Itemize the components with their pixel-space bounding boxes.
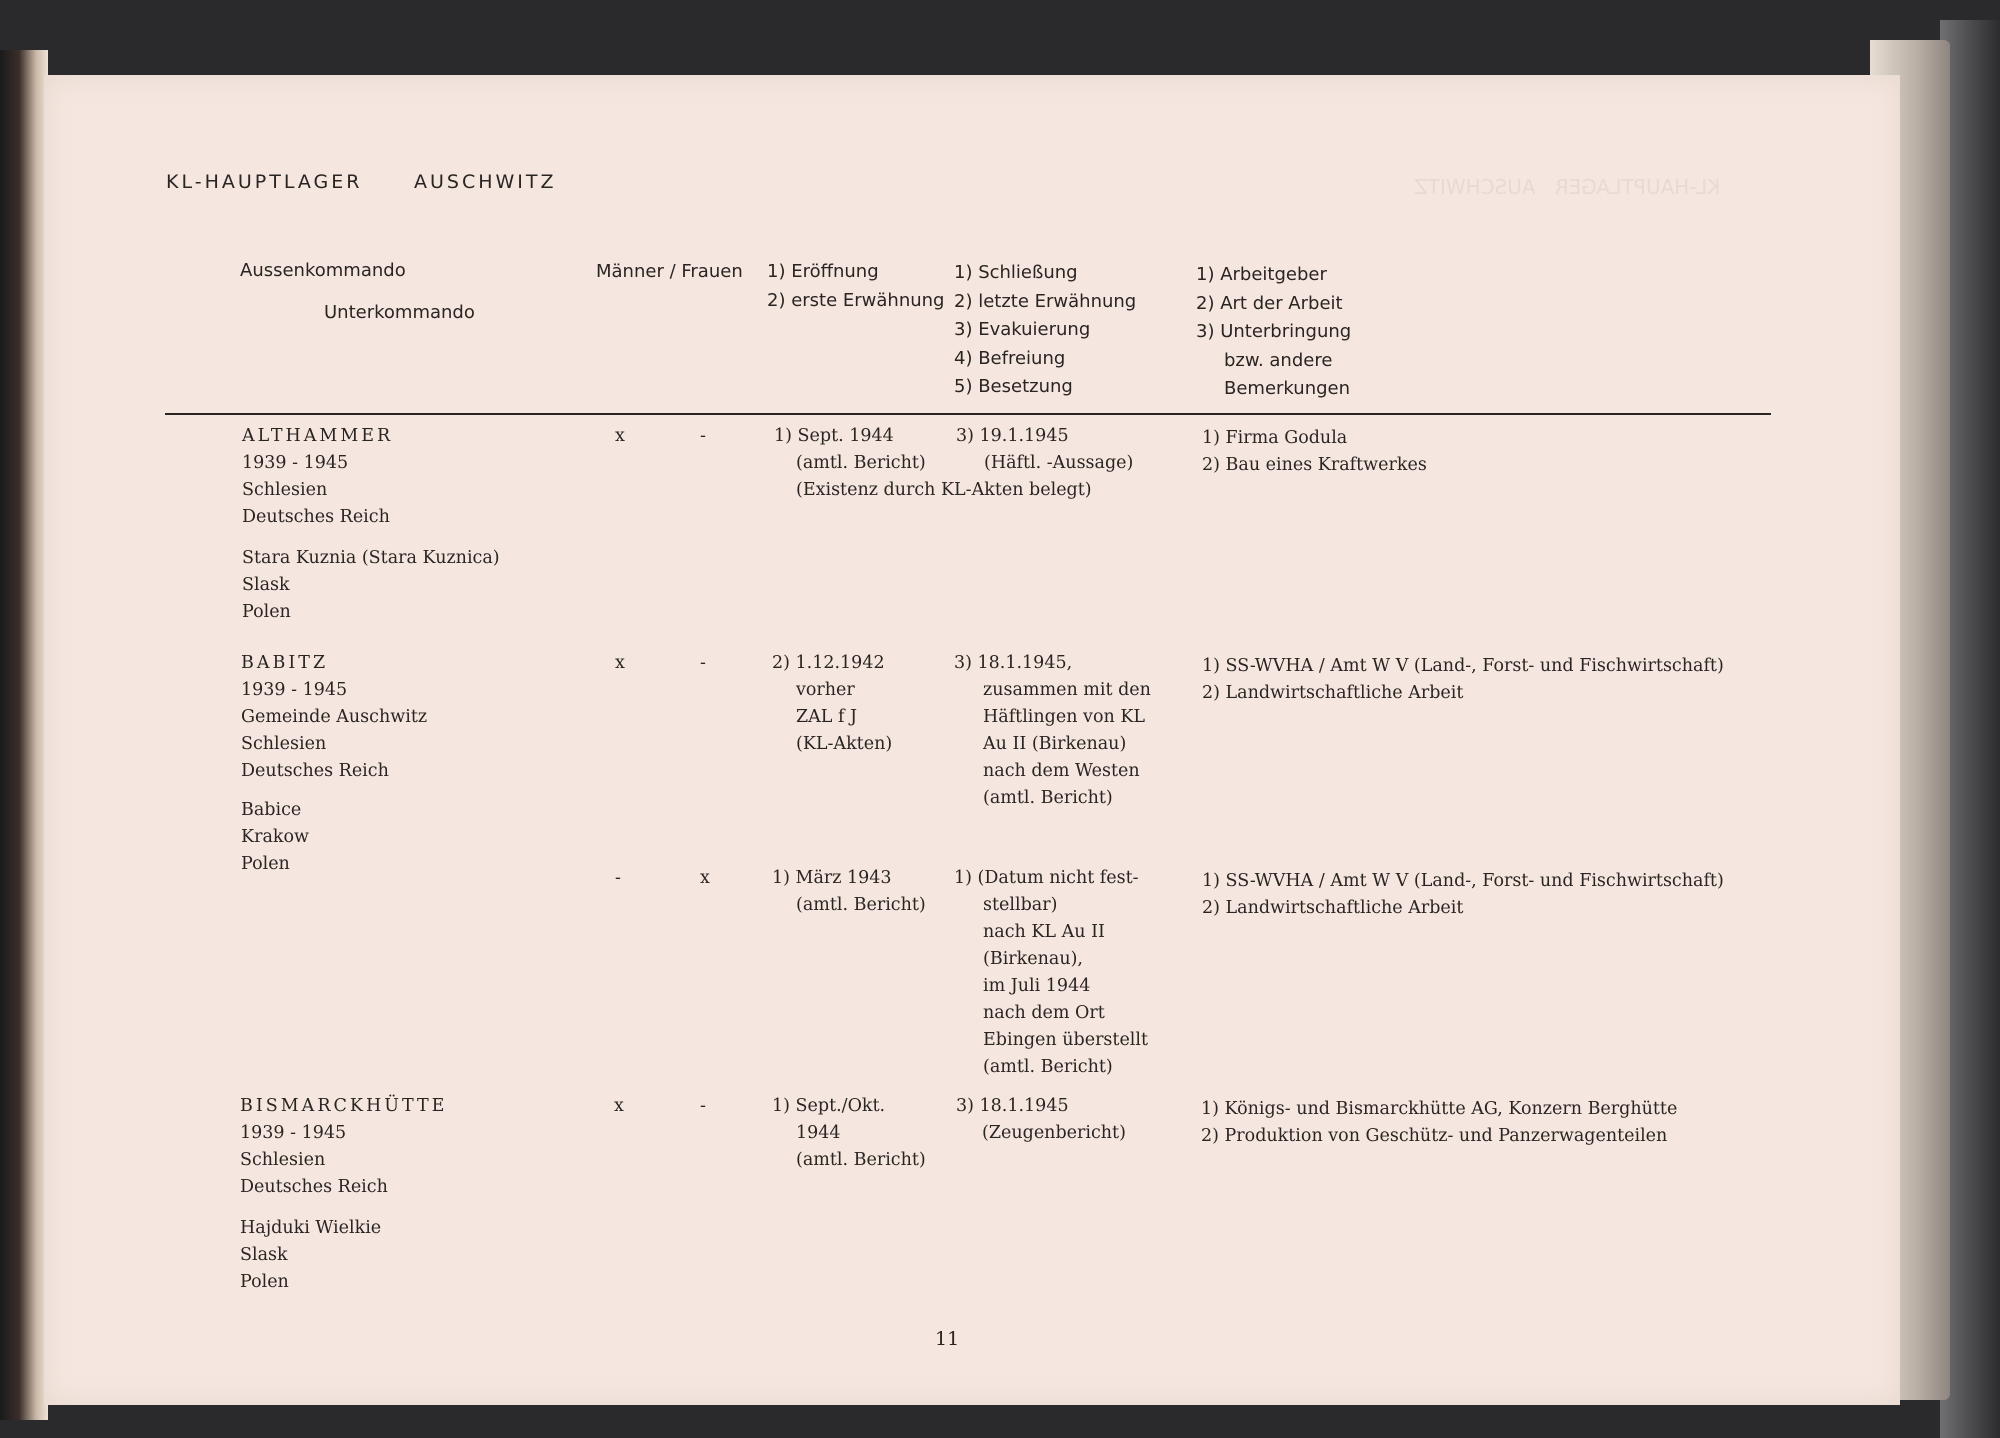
entry-opening-line: (amtl. Bericht) xyxy=(796,895,926,915)
entry-location-now-line: Slask xyxy=(242,575,290,595)
entry-remarks xyxy=(1202,653,1724,707)
entry-name: BABITZ xyxy=(241,653,329,673)
entry-opening-line: ZAL f J xyxy=(796,707,858,727)
col-head-remarks-4: bzw. andere xyxy=(1224,349,1333,371)
book-page xyxy=(44,75,1900,1405)
entry-women-mark: - xyxy=(700,1096,706,1116)
entry-closing-line: Häftlingen von KL xyxy=(983,707,1146,727)
entry-remarks xyxy=(1202,868,1724,922)
entry-location-now-line: Hajduki Wielkie xyxy=(240,1218,382,1238)
entry-remarks-line: 2) Produktion von Geschütz- und Panzerwagenteilen xyxy=(1201,1126,1668,1146)
entry-closing xyxy=(954,865,1148,1081)
col-head-aussenkommando: Aussenkommando xyxy=(240,260,406,281)
entry-closing-line: stellbar) xyxy=(983,895,1058,915)
entry-location-line: Schlesien xyxy=(242,480,328,500)
entry-remarks-line: 1) Königs- und Bismarckhütte AG, Konzern Berghütte xyxy=(1201,1099,1678,1119)
col-head-remarks-1: 1) Arbeitgeber xyxy=(1196,264,1327,285)
entry-opening-line: (amtl. Bericht) xyxy=(796,453,926,473)
col-head-closing-2: 2) letzte Erwähnung xyxy=(954,290,1137,312)
entry-bismarckhuette xyxy=(240,1093,447,1296)
entry-location-line: Deutsches Reich xyxy=(241,761,389,781)
entry-opening-line: 2) 1.12.1942 xyxy=(772,653,885,673)
entry-remarks-line: 1) SS-WVHA / Amt W V (Land-, Forst- und Fischwirtschaft) xyxy=(1202,871,1724,891)
entry-closing-line: 3) 18.1.1945 xyxy=(956,1096,1069,1116)
entry-location-now-line: Babice xyxy=(241,800,302,820)
entry-location-line: 1939 - 1945 xyxy=(242,453,349,473)
entry-althammer xyxy=(242,423,500,626)
entry-closing-line: zusammen mit den xyxy=(983,680,1151,700)
col-head-remarks-2: 2) Art der Arbeit xyxy=(1196,292,1343,314)
entry-women-mark: - xyxy=(700,653,706,673)
entry-opening-line: (KL-Akten) xyxy=(796,734,893,754)
entry-closing-line: (amtl. Bericht) xyxy=(983,1057,1113,1077)
entry-closing-line: (Häftl. -Aussage) xyxy=(984,453,1134,473)
entry-location-line: Gemeinde Auschwitz xyxy=(241,707,428,727)
col-head-opening-2: 2) erste Erwähnung xyxy=(767,289,945,311)
book-spine-left xyxy=(0,50,48,1420)
entry-opening-line: vorher xyxy=(796,680,855,700)
entry-location-now-line: Polen xyxy=(242,602,291,622)
entry-location-now-line: Stara Kuznia (Stara Kuznica) xyxy=(242,548,500,568)
entry-opening-line: (amtl. Bericht) xyxy=(796,1150,926,1170)
entry-closing-line: Ebingen überstellt xyxy=(983,1030,1149,1050)
col-head-closing-3: 3) Evakuierung xyxy=(954,319,1091,340)
entry-opening-line: (Existenz durch KL-Akten belegt) xyxy=(796,480,1092,500)
col-head-closing-5: 5) Besetzung xyxy=(954,376,1073,397)
entry-men-mark: x xyxy=(615,653,625,673)
entry-women-mark: - xyxy=(700,426,706,446)
entry-location-line: Deutsches Reich xyxy=(242,507,390,527)
entry-closing-line: nach dem Ort xyxy=(983,1003,1105,1023)
col-head-remarks-5: Bemerkungen xyxy=(1224,378,1351,399)
entry-opening-line: 1) Sept./Okt. xyxy=(772,1096,886,1116)
entry-location-line: Schlesien xyxy=(240,1150,326,1170)
entry-closing xyxy=(954,650,1151,812)
entry-location-line: Schlesien xyxy=(241,734,327,754)
col-head-opening-1: 1) Eröffnung xyxy=(767,261,879,282)
entry-remarks-line: 2) Landwirtschaftliche Arbeit xyxy=(1202,898,1464,918)
header-rule xyxy=(165,413,1771,415)
col-head-opening xyxy=(767,258,945,315)
page-header-camp-name: AUSCHWITZ xyxy=(414,171,557,193)
entry-men-mark: x xyxy=(614,1096,624,1116)
col-head-closing xyxy=(954,259,1136,402)
entry-closing-line: 3) 18.1.1945, xyxy=(954,653,1073,673)
entry-remarks-line: 2) Bau eines Kraftwerkes xyxy=(1202,455,1427,475)
entry-closing-line: (amtl. Bericht) xyxy=(983,788,1113,808)
entry-remarks-line: 2) Landwirtschaftliche Arbeit xyxy=(1202,683,1464,703)
col-head-remarks-3: 3) Unterbringung xyxy=(1196,321,1352,342)
col-head-closing-4: 4) Befreiung xyxy=(954,347,1066,369)
entry-men-mark: x xyxy=(615,426,625,446)
entry-remarks xyxy=(1201,1096,1677,1150)
entry-closing-line: 3) 19.1.1945 xyxy=(956,426,1069,446)
col-head-remarks xyxy=(1196,261,1351,404)
entry-opening xyxy=(772,865,926,919)
entry-remarks xyxy=(1202,425,1427,479)
entry-closing xyxy=(956,1093,1126,1147)
entry-men-mark: - xyxy=(615,868,621,888)
show-through-text: KL-HAUPTLAGER AUSCHWITZ xyxy=(1414,175,1721,199)
entry-opening xyxy=(772,650,892,758)
entry-opening xyxy=(772,1093,926,1174)
entry-closing-line: (Zeugenbericht) xyxy=(982,1123,1126,1143)
entry-closing-line: 1) (Datum nicht fest- xyxy=(954,868,1139,888)
entry-closing-line: im Juli 1944 xyxy=(983,976,1091,996)
entry-closing-line: nach dem Westen xyxy=(983,761,1140,781)
col-head-closing-1: 1) Schließung xyxy=(954,262,1078,283)
entry-location-now-line: Polen xyxy=(240,1272,289,1292)
page-number: 11 xyxy=(935,1328,960,1350)
entry-closing-line: Au II (Birkenau) xyxy=(983,734,1127,754)
entry-name: ALTHAMMER xyxy=(242,426,394,446)
entry-opening-line: 1) Sept. 1944 xyxy=(774,426,894,446)
entry-closing-line: (Birkenau), xyxy=(983,949,1083,969)
page-header-camp: KL-HAUPTLAGER xyxy=(166,171,363,193)
entry-location-now-line: Slask xyxy=(240,1245,288,1265)
entry-location-now-line: Polen xyxy=(241,854,290,874)
entry-name: BISMARCKHÜTTE xyxy=(240,1096,448,1116)
entry-location-now-line: Krakow xyxy=(241,827,309,847)
entry-babitz xyxy=(241,650,427,878)
entry-opening-line: 1944 xyxy=(796,1123,841,1143)
col-head-maenner-frauen: Männer / Frauen xyxy=(596,261,743,282)
entry-location-line: Deutsches Reich xyxy=(240,1177,388,1197)
entry-location-line: 1939 - 1945 xyxy=(241,680,348,700)
entry-closing-line: nach KL Au II xyxy=(983,922,1105,942)
entry-opening-line: 1) März 1943 xyxy=(772,868,892,888)
col-head-unterkommando: Unterkommando xyxy=(324,302,475,323)
entry-location-line: 1939 - 1945 xyxy=(240,1123,347,1143)
entry-closing xyxy=(956,423,1133,477)
entry-women-mark: x xyxy=(700,868,710,888)
entry-remarks-line: 1) SS-WVHA / Amt W V (Land-, Forst- und Fischwirtschaft) xyxy=(1202,656,1724,676)
entry-remarks-line: 1) Firma Godula xyxy=(1202,428,1348,448)
